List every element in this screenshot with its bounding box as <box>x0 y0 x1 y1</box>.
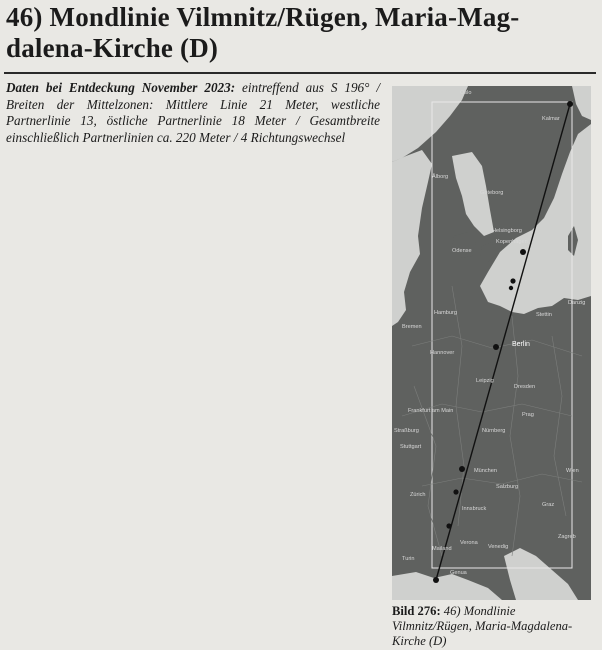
heading-line-1: 46) Mondlinie Vilmnitz/Rügen, Maria-Mag- <box>6 2 520 32</box>
label-berlin: Berlin <box>512 341 530 348</box>
line-point-north <box>567 101 573 107</box>
label-kalmar: Kalmar <box>542 116 560 122</box>
label-odense: Odense <box>452 248 472 254</box>
figure-caption <box>392 604 598 650</box>
line-point-3 <box>509 286 513 290</box>
map-figure <box>392 86 591 600</box>
label-zagreb: Zagreb <box>558 534 576 540</box>
section-heading <box>6 2 596 64</box>
caption-label: Bild 276: <box>392 604 441 618</box>
line-point-south <box>433 577 439 583</box>
line-point-2 <box>510 278 515 283</box>
label-oslo: Oslo <box>460 90 472 96</box>
label-stuttgart: Stuttgart <box>400 444 422 450</box>
label-frankfurt: Frankfurt am Main <box>408 408 454 414</box>
label-leipzig: Leipzig <box>476 378 494 384</box>
label-stettin: Stettin <box>536 312 552 318</box>
label-prag: Prag <box>522 412 534 418</box>
label-venedig: Venedig <box>488 544 509 550</box>
label-innsbruck: Innsbruck <box>462 506 487 512</box>
caption-text: 46) Mondlinie Vilmnitz/Rügen, Maria-Magdalena-Kirche (D) <box>392 604 573 649</box>
label-hamburg: Hamburg <box>434 310 458 316</box>
label-dresden: Dresden <box>514 384 536 390</box>
label-gdansk: Danzig <box>568 300 586 306</box>
label-wien: Wien <box>566 468 579 474</box>
label-genua: Genua <box>450 570 467 576</box>
discovery-data-paragraph <box>6 80 380 146</box>
label-helsingborg: Helsingborg <box>492 228 522 234</box>
label-mailand: Mailand <box>432 546 452 552</box>
label-verona: Verona <box>460 540 478 546</box>
label-salzburg: Salzburg <box>496 484 519 490</box>
label-kopenhagen: Kopenhagen <box>496 239 528 245</box>
label-turin: Turin <box>402 556 415 562</box>
label-alborg: Ålborg <box>432 174 449 180</box>
line-point-4 <box>493 344 499 350</box>
label-zurich: Zürich <box>410 492 426 498</box>
label-strassburg: Straßburg <box>394 428 419 434</box>
discovery-data-body: eintreffend aus S 196° / Breiten der Mittelzonen: Mittlere Linie 21 Meter, westliche Partnerlinie 13, östliche Partnerlinie 18 Meter / Gesamtbreite einschließlich Partnerlinien ca. 220 Meter / 4 Richtungswechsel <box>6 80 380 145</box>
heading-line-2: dalena-Kirche (D) <box>6 33 219 63</box>
map-svg <box>392 86 591 600</box>
label-nurnberg: Nürnberg <box>482 428 506 434</box>
line-point-6 <box>453 489 458 494</box>
line-point-7 <box>446 523 451 528</box>
label-goteborg: Göteborg <box>480 190 504 196</box>
label-graz: Graz <box>542 502 555 508</box>
label-bremen: Bremen <box>402 324 422 330</box>
heading-rule <box>4 72 596 74</box>
label-munchen: München <box>474 468 498 474</box>
line-point-ruegen <box>520 249 526 255</box>
discovery-data-lead: Daten bei Entdeckung November 2023: <box>6 80 236 95</box>
label-hannover: Hannover <box>430 350 455 356</box>
line-point-5 <box>459 466 465 472</box>
